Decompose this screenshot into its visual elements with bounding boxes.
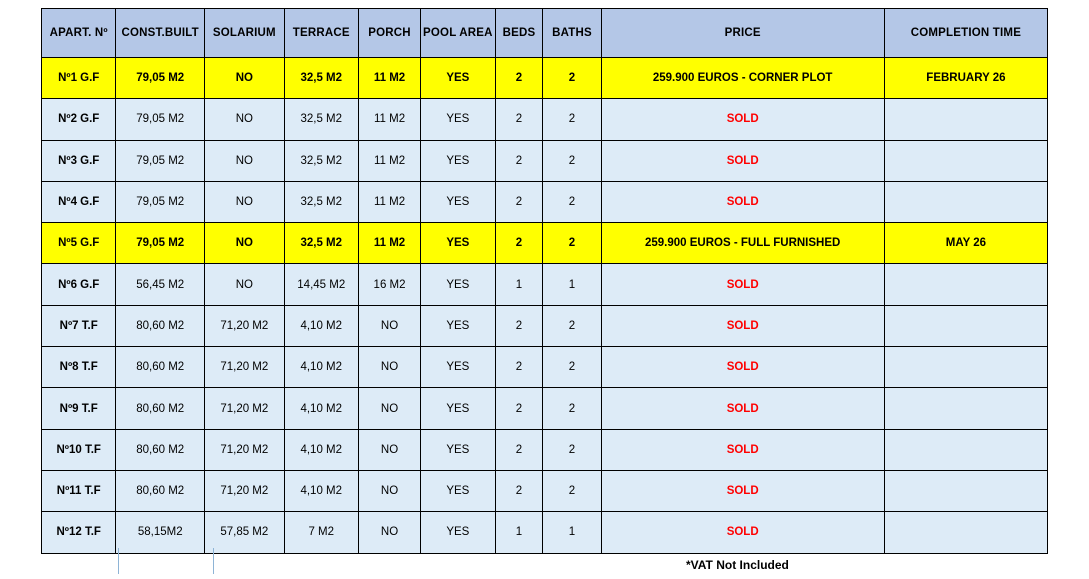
cell-completion-time [884, 99, 1047, 140]
cell-beds: 2 [495, 223, 543, 264]
cell-const-built: 79,05 M2 [116, 58, 205, 99]
column-header-price: PRICE [601, 9, 884, 58]
column-header-const-built: CONST.BUILT [116, 9, 205, 58]
cell-solarium: 71,20 M2 [205, 305, 285, 346]
table-row [42, 58, 1048, 99]
column-header-solarium: SOLARIUM [205, 9, 285, 58]
cell-beds: 2 [495, 99, 543, 140]
column-header-terrace: TERRACE [284, 9, 358, 58]
cell-apart: Nº2 G.F [42, 99, 116, 140]
column-header-apart: APART. Nº [42, 9, 116, 58]
column-header-beds: BEDS [495, 9, 543, 58]
cell-terrace: 14,45 M2 [284, 264, 358, 305]
column-header-baths: BATHS [543, 9, 601, 58]
cell-pool-area: YES [421, 429, 495, 470]
table-row [42, 264, 1048, 305]
cell-pool-area: YES [421, 264, 495, 305]
cell-completion-time [884, 181, 1047, 222]
cell-completion-time [884, 429, 1047, 470]
cell-beds: 1 [495, 512, 543, 553]
table-row [42, 470, 1048, 511]
cell-beds: 2 [495, 347, 543, 388]
cell-porch: NO [358, 512, 420, 553]
cell-baths: 2 [543, 347, 601, 388]
cell-price: SOLD [601, 264, 884, 305]
cell-solarium: 71,20 M2 [205, 388, 285, 429]
header-row [42, 9, 1048, 58]
cell-porch: 11 M2 [358, 99, 420, 140]
cell-solarium: NO [205, 58, 285, 99]
cell-completion-time [884, 140, 1047, 181]
cell-solarium: NO [205, 181, 285, 222]
cell-pool-area: YES [421, 470, 495, 511]
cell-terrace: 4,10 M2 [284, 470, 358, 511]
cell-baths: 2 [543, 470, 601, 511]
cell-const-built: 80,60 M2 [116, 305, 205, 346]
table-header [42, 9, 1048, 58]
cell-price: SOLD [601, 99, 884, 140]
cell-pool-area: YES [421, 58, 495, 99]
cell-porch: NO [358, 305, 420, 346]
cell-solarium: 57,85 M2 [205, 512, 285, 553]
cell-pool-area: YES [421, 347, 495, 388]
cell-porch: 11 M2 [358, 223, 420, 264]
cell-completion-time [884, 512, 1047, 553]
table-row [42, 140, 1048, 181]
cell-pool-area: YES [421, 512, 495, 553]
cell-baths: 2 [543, 181, 601, 222]
cell-solarium: NO [205, 223, 285, 264]
column-guide-left [118, 548, 119, 574]
table-row [42, 305, 1048, 346]
cell-price: SOLD [601, 181, 884, 222]
cell-price: SOLD [601, 305, 884, 346]
cell-beds: 2 [495, 429, 543, 470]
table-row [42, 388, 1048, 429]
table-row [42, 181, 1048, 222]
cell-porch: NO [358, 347, 420, 388]
table-row [42, 223, 1048, 264]
cell-terrace: 32,5 M2 [284, 58, 358, 99]
cell-apart: Nº10 T.F [42, 429, 116, 470]
cell-const-built: 79,05 M2 [116, 223, 205, 264]
cell-price: SOLD [601, 388, 884, 429]
cell-terrace: 4,10 M2 [284, 429, 358, 470]
cell-baths: 2 [543, 140, 601, 181]
cell-const-built: 79,05 M2 [116, 140, 205, 181]
cell-porch: 11 M2 [358, 181, 420, 222]
cell-apart: Nº9 T.F [42, 388, 116, 429]
cell-const-built: 56,45 M2 [116, 264, 205, 305]
cell-porch: 11 M2 [358, 140, 420, 181]
cell-const-built: 79,05 M2 [116, 99, 205, 140]
cell-solarium: NO [205, 264, 285, 305]
cell-const-built: 80,60 M2 [116, 347, 205, 388]
cell-terrace: 32,5 M2 [284, 181, 358, 222]
price-list-sheet [41, 8, 1048, 554]
cell-pool-area: YES [421, 181, 495, 222]
cell-price: SOLD [601, 512, 884, 553]
cell-const-built: 80,60 M2 [116, 429, 205, 470]
cell-terrace: 4,10 M2 [284, 388, 358, 429]
table-row [42, 347, 1048, 388]
cell-terrace: 4,10 M2 [284, 347, 358, 388]
cell-price: SOLD [601, 470, 884, 511]
cell-apart: Nº5 G.F [42, 223, 116, 264]
cell-solarium: 71,20 M2 [205, 347, 285, 388]
cell-price: SOLD [601, 347, 884, 388]
cell-pool-area: YES [421, 388, 495, 429]
cell-const-built: 79,05 M2 [116, 181, 205, 222]
cell-baths: 2 [543, 99, 601, 140]
cell-const-built: 80,60 M2 [116, 470, 205, 511]
cell-apart: Nº6 G.F [42, 264, 116, 305]
cell-price: SOLD [601, 140, 884, 181]
cell-const-built: 58,15M2 [116, 512, 205, 553]
cell-porch: NO [358, 388, 420, 429]
table-row [42, 99, 1048, 140]
table-row [42, 512, 1048, 553]
cell-apart: Nº12 T.F [42, 512, 116, 553]
cell-terrace: 32,5 M2 [284, 99, 358, 140]
cell-porch: 16 M2 [358, 264, 420, 305]
cell-pool-area: YES [421, 99, 495, 140]
cell-completion-time [884, 470, 1047, 511]
cell-terrace: 7 M2 [284, 512, 358, 553]
cell-price: 259.900 EUROS - FULL FURNISHED [601, 223, 884, 264]
cell-baths: 1 [543, 512, 601, 553]
cell-pool-area: YES [421, 223, 495, 264]
cell-solarium: 71,20 M2 [205, 429, 285, 470]
cell-apart: Nº1 G.F [42, 58, 116, 99]
column-header-pool-area: POOL AREA [421, 9, 495, 58]
cell-price: SOLD [601, 429, 884, 470]
cell-apart: Nº11 T.F [42, 470, 116, 511]
table-row [42, 429, 1048, 470]
cell-pool-area: YES [421, 140, 495, 181]
cell-beds: 2 [495, 305, 543, 346]
cell-beds: 2 [495, 181, 543, 222]
cell-completion-time [884, 264, 1047, 305]
cell-baths: 2 [543, 305, 601, 346]
column-header-completion-time: COMPLETION TIME [884, 9, 1047, 58]
cell-price: 259.900 EUROS - CORNER PLOT [601, 58, 884, 99]
cell-baths: 1 [543, 264, 601, 305]
cell-beds: 2 [495, 470, 543, 511]
cell-terrace: 32,5 M2 [284, 223, 358, 264]
cell-terrace: 4,10 M2 [284, 305, 358, 346]
apartment-price-table [41, 8, 1048, 554]
cell-apart: Nº3 G.F [42, 140, 116, 181]
cell-porch: 11 M2 [358, 58, 420, 99]
cell-apart: Nº4 G.F [42, 181, 116, 222]
cell-porch: NO [358, 429, 420, 470]
cell-completion-time: FEBRUARY 26 [884, 58, 1047, 99]
cell-apart: Nº7 T.F [42, 305, 116, 346]
cell-solarium: NO [205, 99, 285, 140]
cell-solarium: 71,20 M2 [205, 470, 285, 511]
cell-beds: 1 [495, 264, 543, 305]
cell-beds: 2 [495, 58, 543, 99]
cell-baths: 2 [543, 58, 601, 99]
cell-solarium: NO [205, 140, 285, 181]
cell-completion-time [884, 388, 1047, 429]
table-body [42, 58, 1048, 554]
cell-completion-time: MAY 26 [884, 223, 1047, 264]
cell-const-built: 80,60 M2 [116, 388, 205, 429]
cell-beds: 2 [495, 140, 543, 181]
cell-completion-time [884, 347, 1047, 388]
cell-pool-area: YES [421, 305, 495, 346]
column-guide-right [213, 548, 214, 574]
cell-baths: 2 [543, 388, 601, 429]
cell-baths: 2 [543, 223, 601, 264]
cell-porch: NO [358, 470, 420, 511]
cell-beds: 2 [495, 388, 543, 429]
cell-baths: 2 [543, 429, 601, 470]
cell-completion-time [884, 305, 1047, 346]
vat-footnote: *VAT Not Included [686, 558, 789, 572]
cell-terrace: 32,5 M2 [284, 140, 358, 181]
column-header-porch: PORCH [358, 9, 420, 58]
cell-apart: Nº8 T.F [42, 347, 116, 388]
